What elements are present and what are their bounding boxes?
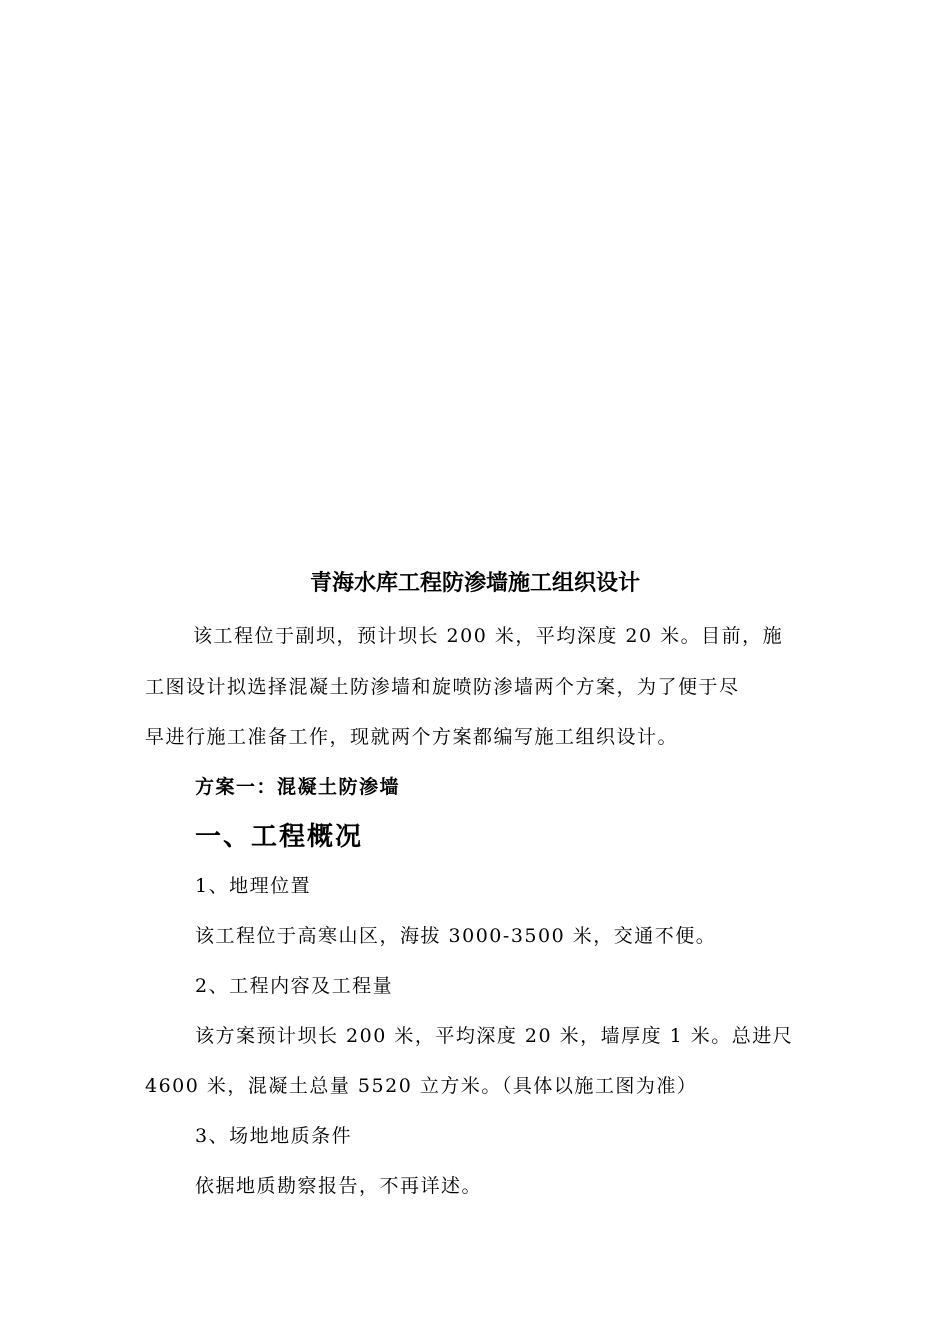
item-1-heading: 1、地理位置 <box>195 875 312 897</box>
item-1-text: 该工程位于高寒山区，海拔 3000-3500 米，交通不便。 <box>195 925 717 947</box>
intro-line-1: 该工程位于副坝，预计坝长 200 米，平均深度 20 米。目前，施 <box>193 625 784 647</box>
item-2-heading: 2、工程内容及工程量 <box>195 975 394 997</box>
section-heading: 一、工程概况 <box>195 822 364 852</box>
plan-heading: 方案一：混凝土防渗墙 <box>195 776 401 798</box>
document-title: 青海水库工程防渗墙施工组织设计 <box>309 570 640 596</box>
item-3-text: 依据地质勘察报告，不再详述。 <box>195 1175 483 1197</box>
intro-line-2: 工图设计拟选择混凝土防渗墙和旋喷防渗墙两个方案，为了便于尽 <box>145 676 740 698</box>
item-2-text-line-1: 该方案预计坝长 200 米，平均深度 20 米，墙厚度 1 米。总进尺 <box>195 1025 794 1047</box>
item-3-heading: 3、场地地质条件 <box>195 1125 353 1147</box>
intro-line-3: 早进行施工准备工作，现就两个方案都编写施工组织设计。 <box>145 726 679 748</box>
item-2-text-line-2: 4600 米，混凝土总量 5520 立方米。（具体以施工图为准） <box>145 1075 698 1097</box>
